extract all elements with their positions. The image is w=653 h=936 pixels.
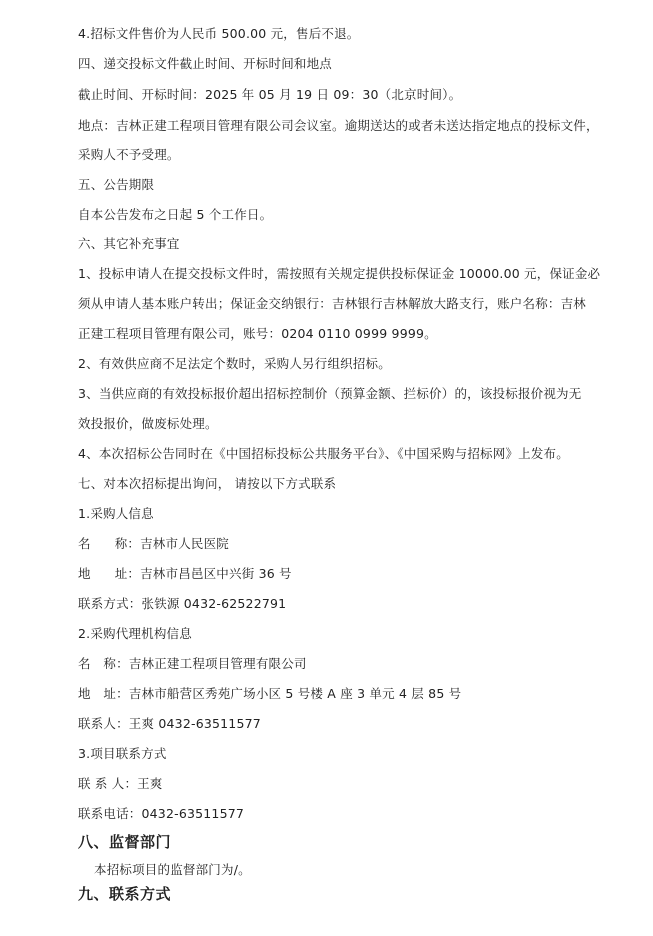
deadline-line: 截止时间、开标时间：2025 年 05 月 19 日 09：30（北京时间）。 — [78, 87, 462, 102]
project-contact-title: 3.项目联系方式 — [78, 746, 167, 761]
agency-title: 2.采购代理机构信息 — [78, 626, 192, 641]
purchaser-name: 吉林市人民医院 — [140, 536, 230, 551]
location-line-1: 地点：吉林正建工程项目管理有限公司会议室。逾期送达的或者未送达指定地点的投标文件， — [78, 118, 599, 133]
section-9-title: 九、联系方式 — [78, 885, 172, 903]
section-5-title: 五、公告期限 — [78, 177, 155, 192]
supervision-line: 本招标项目的监督部门为/。 — [94, 862, 251, 877]
purchaser-address-label: 地 — [78, 566, 91, 581]
purchaser-name-label-2: 称： — [114, 536, 141, 551]
section-4-title: 四、递交投标文件截止时间、开标时间和地点 — [78, 56, 333, 71]
fee-line: 4.招标文件售价为人民币 500.00 元，售后不退。 — [78, 26, 360, 41]
agency-address: 吉林市船营区秀苑广场小区 5 号楼 A 座 3 单元 4 层 85 号 — [128, 686, 462, 701]
item-4-line: 4、本次招标公告同时在《中国招标投标公共服务平台》、《中国采购与招标网》上发布。 — [78, 446, 569, 461]
agency-address-row — [78, 686, 461, 702]
period-line: 自本公告发布之日起 5 个工作日。 — [78, 207, 273, 222]
project-contact-phone: 联系电话：0432-63511577 — [78, 806, 245, 821]
agency-name-label: 名 称： — [78, 656, 129, 671]
purchaser-address-label-2: 址： — [114, 566, 141, 581]
agency-name-row — [78, 656, 307, 672]
item-3-line-1: 3、当供应商的有效投标报价超出招标控制价（预算金额、拦标价）的，该投标报价视为无 — [78, 386, 582, 401]
item-2-line: 2、有效供应商不足法定个数时，采购人另行组织招标。 — [78, 356, 391, 371]
purchaser-contact-line: 联系方式：张铁源 0432-62522791 — [78, 596, 287, 611]
purchaser-address-row — [78, 566, 292, 582]
item-1-line-3: 正建工程项目管理有限公司，账号：0204 0110 0999 9999。 — [78, 326, 437, 341]
agency-name: 吉林正建工程项目管理有限公司 — [128, 656, 307, 671]
location-line-2: 采购人不予受理。 — [78, 147, 180, 162]
item-1-line-1: 1、投标申请人在提交投标文件时，需按照有关规定提供投标保证金 10000.00 元，保证金必 — [78, 266, 601, 281]
item-1-line-2: 须从申请人基本账户转出；保证金交纳银行：吉林银行吉林解放大路支行，账户名称：吉林 — [78, 296, 587, 311]
project-contact-person: 联 系 人：王爽 — [78, 776, 163, 791]
section-7-title: 七、对本次招标提出询问， 请按以下方式联系 — [78, 476, 337, 491]
purchaser-title: 1.采购人信息 — [78, 506, 154, 521]
section-6-title: 六、其它补充事宜 — [78, 236, 180, 251]
section-8-title: 八、监督部门 — [78, 833, 172, 851]
purchaser-address: 吉林市昌邑区中兴街 36 号 — [140, 566, 292, 581]
purchaser-name-row — [78, 536, 229, 552]
agency-contact-line: 联系人：王爽 0432-63511577 — [78, 716, 261, 731]
purchaser-name-label: 名 — [78, 536, 91, 551]
agency-address-label: 地 址： — [78, 686, 129, 701]
item-3-line-2: 效投报价，做废标处理。 — [78, 416, 218, 431]
